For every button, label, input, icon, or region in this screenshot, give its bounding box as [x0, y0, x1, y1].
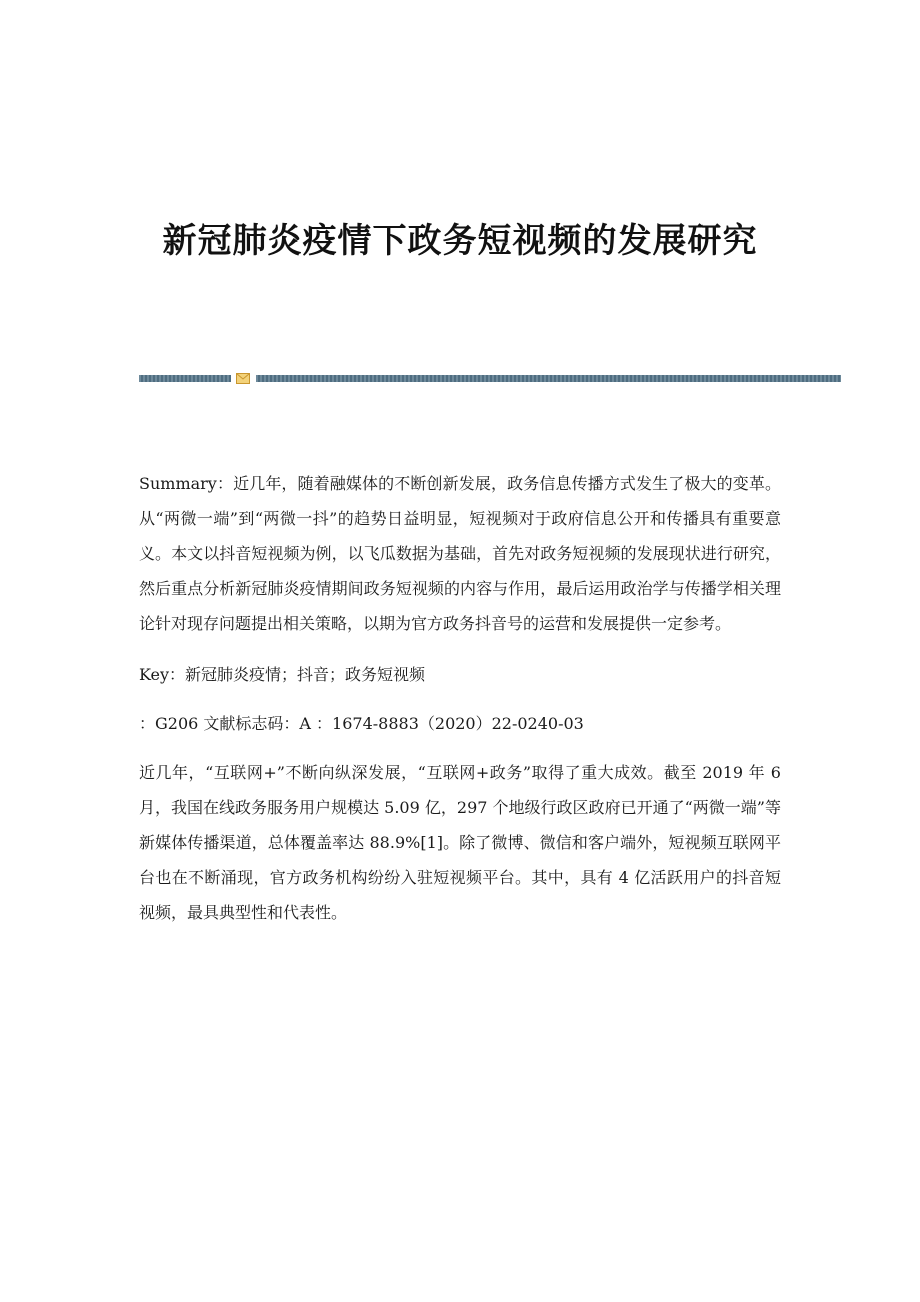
classification-line: ：G206 文献标志码：A ：1674-8883（2020）22-0240-03 — [139, 714, 584, 733]
keywords-paragraph — [139, 657, 781, 692]
summary-label: Summary： — [139, 474, 234, 493]
keywords-label: Key： — [139, 665, 186, 684]
divider-bar-right — [256, 375, 841, 382]
summary-paragraph — [139, 466, 781, 641]
document-title: 新冠肺炎疫情下政务短视频的发展研究 — [162, 221, 758, 261]
document-body — [139, 466, 781, 946]
keywords-text: 新冠肺炎疫情；抖音；政务短视频 — [185, 665, 426, 684]
envelope-icon — [236, 373, 250, 384]
body-paragraph: 近几年，“互联网+”不断向纵深发展，“互联网+政务”取得了重大成效。截至 2019 年 6 月，我国在线政务服务用户规模达 5.09 亿，297 个地级行政区政府已开通了“两微一端”等新媒体传播渠道，总体覆盖率达 88.9%[1]。除了微博、微信和客户端外，短视频互联网平台也在不断涌现，官方政务机构纷纷入驻短视频平台。其中，具有 4 亿活跃用户的抖音短视频，最具典型性和代表性。 — [139, 763, 781, 922]
divider-bar-left — [139, 375, 231, 382]
title-divider — [139, 373, 841, 383]
summary-text: 近几年，随着融媒体的不断创新发展，政务信息传播方式发生了极大的变革。从“两微一端”到“两微一抖”的趋势日益明显，短视频对于政府信息公开和传播具有重要意义。本文以抖音短视频为例，以飞瓜数据为基础，首先对政务短视频的发展现状进行研究，然后重点分析新冠肺炎疫情期间政务短视频的内容与作用，最后运用政治学与传播学相关理论针对现存问题提出相关策略，以期为官方政务抖音号的运营和发展提供一定参考。 — [139, 474, 781, 633]
